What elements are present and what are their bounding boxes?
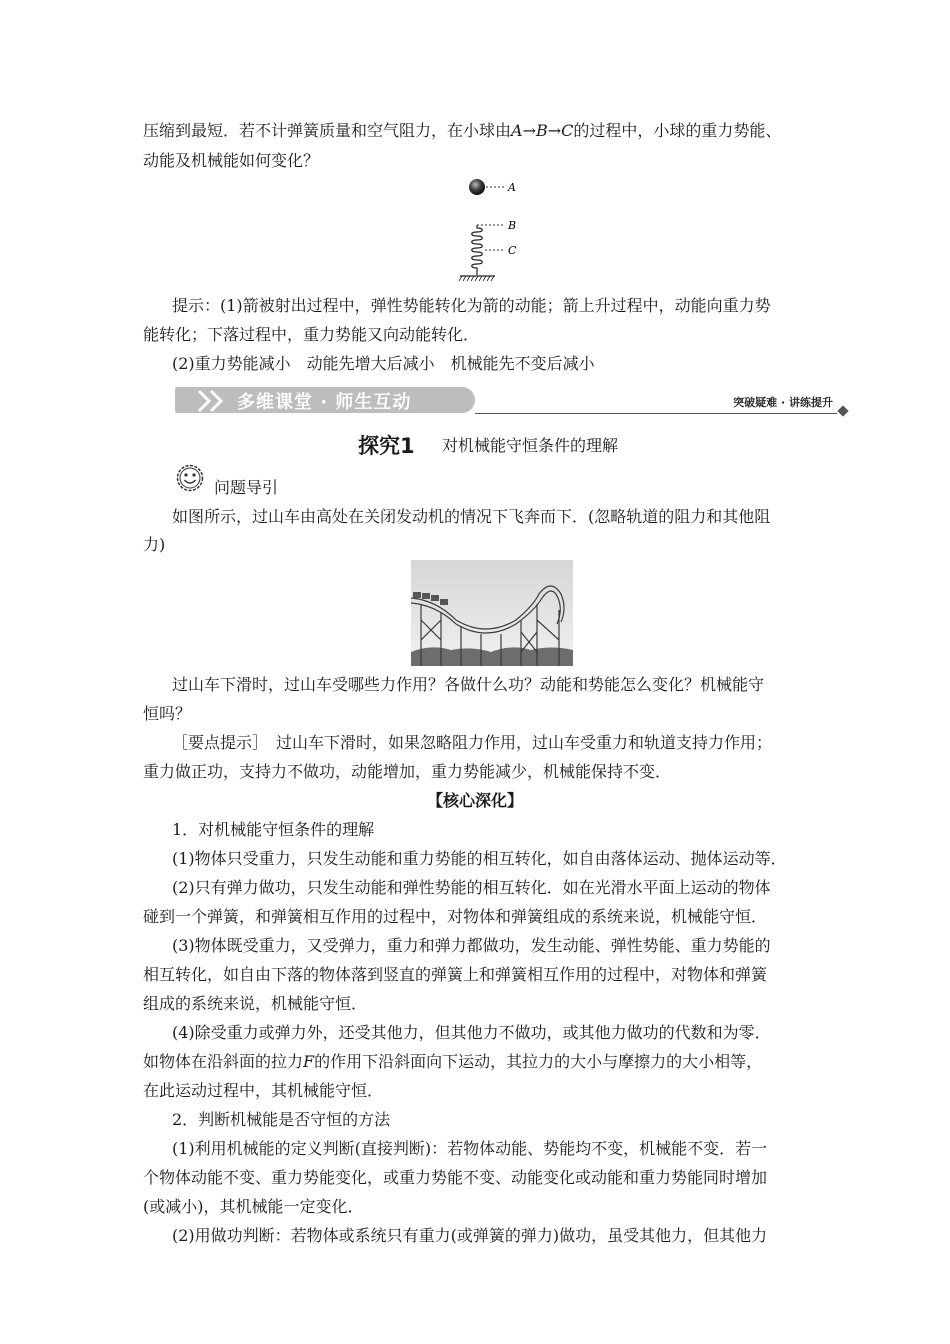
keypoint-line-1: ［要点提示］ 过山车下滑时，如果忽略阻力作用，过山车受重力和轨道支持力作用；: [172, 733, 773, 752]
banner-title: 多维课堂 · 师生互动: [237, 392, 412, 413]
double-chevron-icon: [195, 388, 235, 414]
body-line: (1)利用机械能的定义判断(直接判断)：若物体动能、势能均不变，机械能不变．若一: [172, 1139, 768, 1158]
hint-line-2: 能转化；下落过程中，重力势能又向动能转化．: [143, 325, 480, 344]
var-c: C: [561, 121, 574, 140]
guide-line-1: 如图所示，过山车由高处在关闭发动机的情况下飞奔而下．(忽略轨道的阻力和其他阻: [172, 507, 771, 526]
spring-ball-figure: [455, 172, 535, 290]
section-title: 对机械能守恒条件的理解: [442, 436, 619, 455]
diamond-icon: [837, 405, 848, 416]
ground-hatching: [459, 276, 494, 281]
body-text: 的作用下沿斜面向下运动，其拉力的大小与摩擦力的大小相等，: [314, 1052, 763, 1071]
intro-line-2: 动能及机械能如何变化？: [143, 151, 320, 170]
smiley-icon: [175, 463, 205, 493]
body-line: 相互转化，如自由下落的物体落到竖直的弹簧上和弹簧相互作用的过程中，对物体和弹簧: [143, 965, 768, 984]
body-line: [143, 1048, 762, 1076]
spring: [472, 225, 483, 275]
banner-rule: [475, 413, 837, 414]
question-line-2: 恒吗？: [143, 704, 192, 723]
question-line-1: 过山车下滑时，过山车受哪些力作用？各做什么功？动能和势能怎么变化？机械能守: [172, 675, 765, 694]
body-line: (1)物体只受重力，只发生动能和重力势能的相互转化，如自由落体运动、抛体运动等．: [172, 849, 787, 868]
banner-subtitle: 突破疑难 · 讲练提升: [733, 396, 833, 409]
intro-text: 的过程中，小球的重力势能、: [573, 121, 782, 140]
figure-label-a: A: [508, 181, 516, 194]
body-heading-2: 2．判断机械能是否守恒的方法: [172, 1110, 391, 1129]
core-heading: 【核心深化】: [426, 791, 523, 810]
keypoint-line-2: 重力做正功，支持力不做功，动能增加，重力势能减少，机械能保持不变．: [143, 762, 672, 781]
section-label: 探究1: [358, 434, 415, 458]
hint-line-1: 提示：(1)箭被射出过程中，弹性势能转化为箭的动能；箭上升过程中，动能向重力势: [172, 296, 771, 315]
guide-heading: 问题导引: [214, 478, 279, 497]
intro-line-1: [143, 117, 781, 145]
body-line: (4)除受重力或弹力外，还受其他力，但其他力不做功，或其他力做功的代数和为零．: [172, 1023, 771, 1042]
body-line: (2)用做功判断：若物体或系统只有重力(或弹簧的弹力)做功，虽受其他力，但其他力: [172, 1226, 768, 1245]
body-line: 在此运动过程中，其机械能守恒．: [143, 1081, 384, 1100]
body-line: (或减小)，其机械能一定变化．: [143, 1197, 364, 1216]
intro-text: 压缩到最短．若不计弹簧质量和空气阻力，在小球由: [143, 121, 512, 140]
body-text: 如物体在沿斜面的拉力: [143, 1052, 304, 1071]
hint-line-3: (2)重力势能减小 动能先增大后减小 机械能先不变后减小: [172, 354, 595, 373]
body-line: (2)只有弹力做功，只发生动能和弹性势能的相互转化．如在光滑水平面上运动的物体: [172, 878, 771, 897]
body-line: (3)物体既受重力，又受弹力，重力和弹力都做功，发生动能、弹性势能、重力势能的: [172, 936, 771, 955]
guide-line-2: 力): [143, 535, 166, 554]
arrow: →: [547, 121, 562, 140]
section-banner: [175, 385, 847, 417]
body-line: 个物体动能不变、重力势能变化，或重力势能不变、动能变化或动能和重力势能同时增加: [143, 1168, 768, 1187]
body-heading-1: 1．对机械能守恒条件的理解: [172, 820, 375, 839]
arrow: →: [522, 121, 536, 140]
var-b: B: [535, 121, 548, 140]
figure-label-c: C: [508, 244, 517, 257]
var-a: A: [511, 121, 523, 140]
var-f: F: [303, 1052, 315, 1071]
figure-label-b: B: [508, 219, 517, 232]
body-line: 组成的系统来说，机械能守恒．: [143, 994, 368, 1013]
body-line: 碰到一个弹簧，和弹簧相互作用的过程中，对物体和弹簧组成的系统来说，机械能守恒．: [143, 907, 768, 926]
ball: [469, 179, 485, 195]
roller-coaster-photo: [411, 560, 573, 666]
